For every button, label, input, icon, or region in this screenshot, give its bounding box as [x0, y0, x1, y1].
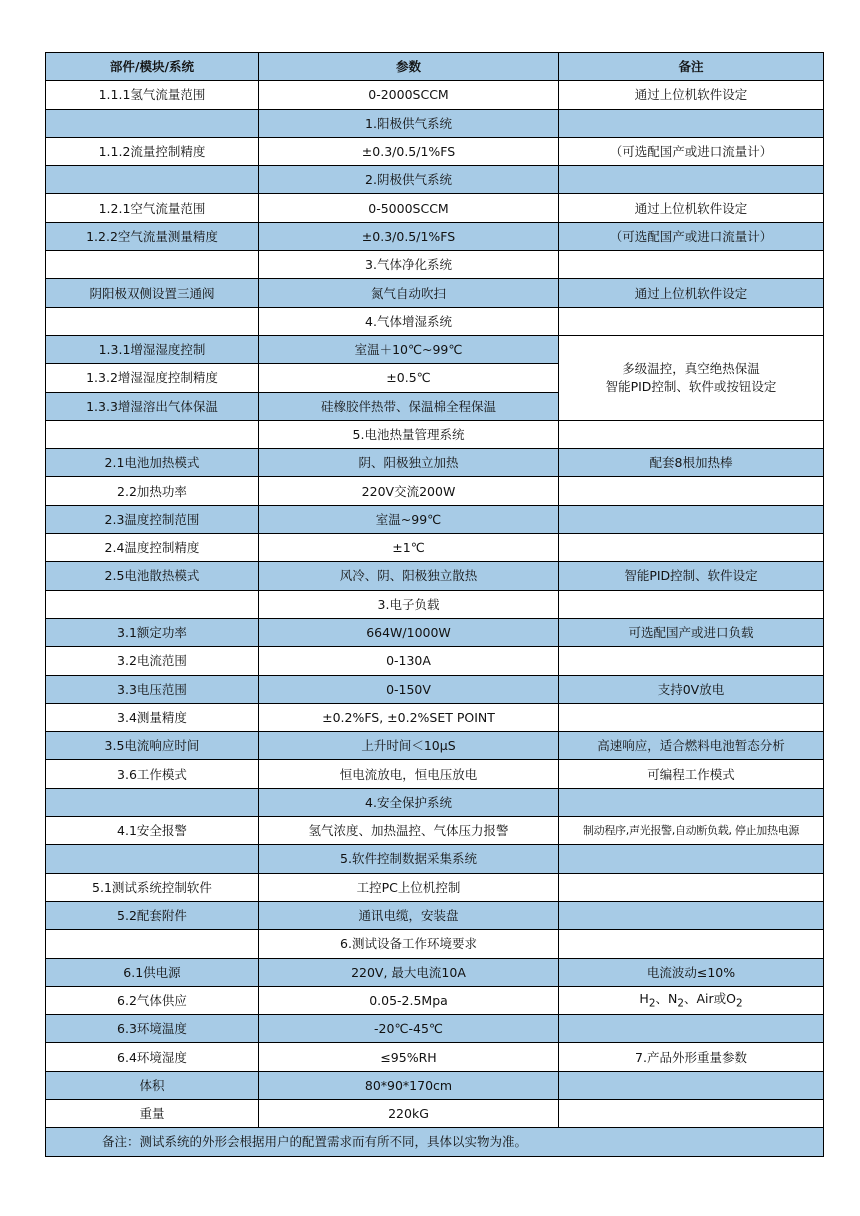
section-row	[46, 166, 824, 194]
row-component	[46, 930, 259, 958]
table-row	[46, 732, 824, 760]
row-parameter: 220V, 最大电流10A	[259, 958, 559, 986]
row-remark: 制动程序,声光报警,自动断负载, 停止加热电源	[559, 817, 824, 845]
row-component	[46, 109, 259, 137]
row-parameter: ±1℃	[259, 534, 559, 562]
table-row	[46, 618, 824, 646]
row-parameter: 风冷、阴、阳极独立散热	[259, 562, 559, 590]
row-parameter: 664W/1000W	[259, 618, 559, 646]
section-title: 3.气体净化系统	[259, 251, 559, 279]
row-remark	[559, 590, 824, 618]
row-component: 1.2.1空气流量范围	[46, 194, 259, 222]
row-remark	[559, 1015, 824, 1043]
row-parameter: 0-5000SCCM	[259, 194, 559, 222]
table-row	[46, 901, 824, 929]
table-row	[46, 505, 824, 533]
row-component: 2.2加热功率	[46, 477, 259, 505]
remark-line: 多级温控，真空绝热保温	[622, 360, 760, 376]
row-component: 6.4环境湿度	[46, 1043, 259, 1071]
table-row	[46, 817, 824, 845]
row-remark: 电流波动≤10%	[559, 958, 824, 986]
section-row	[46, 420, 824, 448]
section-title: 5.电池热量管理系统	[259, 420, 559, 448]
row-parameter: 220V交流200W	[259, 477, 559, 505]
row-parameter: -20℃-45℃	[259, 1015, 559, 1043]
section-title: 3.电子负载	[259, 590, 559, 618]
table-row	[46, 222, 824, 250]
row-remark	[559, 307, 824, 335]
row-component: 3.2电流范围	[46, 647, 259, 675]
row-remark	[559, 109, 824, 137]
row-component: 3.6工作模式	[46, 760, 259, 788]
row-component: 6.1供电源	[46, 958, 259, 986]
section-title: 7.产品外形重量参数	[559, 1043, 824, 1071]
table-row	[46, 137, 824, 165]
table-row	[46, 534, 824, 562]
row-parameter: 硅橡胶伴热带、保温棉全程保温	[259, 392, 559, 420]
remark-text: H	[639, 990, 649, 1006]
row-parameter: 室温＋10℃~99℃	[259, 335, 559, 363]
row-remark: 高速响应，适合燃料电池暂态分析	[559, 732, 824, 760]
table-row	[46, 647, 824, 675]
row-component: 体积	[46, 1071, 259, 1099]
section-title: 4.安全保护系统	[259, 788, 559, 816]
row-component: 2.4温度控制精度	[46, 534, 259, 562]
gas-supply-remark	[559, 986, 824, 1014]
row-parameter: 0-150V	[259, 675, 559, 703]
row-remark	[559, 420, 824, 448]
row-parameter: ±0.3/0.5/1%FS	[259, 222, 559, 250]
table-row	[46, 873, 824, 901]
row-component: 重量	[46, 1099, 259, 1127]
row-component: 4.1安全报警	[46, 817, 259, 845]
row-component: 2.3温度控制范围	[46, 505, 259, 533]
table-row	[46, 958, 824, 986]
row-remark	[559, 534, 824, 562]
row-component	[46, 420, 259, 448]
row-remark: 通过上位机软件设定	[559, 279, 824, 307]
row-remark	[559, 505, 824, 533]
row-component	[46, 845, 259, 873]
row-parameter: ±0.5℃	[259, 364, 559, 392]
table-row	[46, 194, 824, 222]
table-row	[46, 675, 824, 703]
section-title: 6.测试设备工作环境要求	[259, 930, 559, 958]
row-parameter: 氮气自动吹扫	[259, 279, 559, 307]
row-component: 3.1额定功率	[46, 618, 259, 646]
row-component: 1.3.1增湿湿度控制	[46, 335, 259, 363]
row-remark: 通过上位机软件设定	[559, 194, 824, 222]
table-row	[46, 1071, 824, 1099]
section-row	[46, 590, 824, 618]
remark-text: 、Air或O	[683, 990, 736, 1006]
row-component	[46, 788, 259, 816]
row-parameter: 氢气浓度、加热温控、气体压力报警	[259, 817, 559, 845]
subscript: 2	[735, 997, 743, 1010]
footnote-row	[46, 1128, 824, 1156]
row-remark	[559, 930, 824, 958]
row-component: 5.1测试系统控制软件	[46, 873, 259, 901]
row-parameter: 工控PC上位机控制	[259, 873, 559, 901]
row-remark: 可编程工作模式	[559, 760, 824, 788]
footnote: 备注：测试系统的外形会根据用户的配置需求而有所不同，具体以实物为准。	[46, 1128, 824, 1156]
subscript: 2	[677, 997, 684, 1010]
section-row	[46, 845, 824, 873]
row-remark	[559, 166, 824, 194]
table-row	[46, 760, 824, 788]
row-parameter: 80*90*170cm	[259, 1071, 559, 1099]
section-row	[46, 788, 824, 816]
table-row	[46, 1015, 824, 1043]
section-row	[46, 109, 824, 137]
row-parameter: 0-130A	[259, 647, 559, 675]
row-component: 5.2配套附件	[46, 901, 259, 929]
table-row	[46, 81, 824, 109]
table-row	[46, 477, 824, 505]
row-component: 3.5电流响应时间	[46, 732, 259, 760]
row-remark	[559, 901, 824, 929]
spec-table	[45, 52, 824, 1157]
row-parameter: 阴、阳极独立加热	[259, 449, 559, 477]
row-remark: 配套8根加热棒	[559, 449, 824, 477]
row-component	[46, 166, 259, 194]
row-component	[46, 251, 259, 279]
header-remark: 备注	[559, 53, 824, 81]
row-component	[46, 307, 259, 335]
row-parameter: 恒电流放电，恒电压放电	[259, 760, 559, 788]
row-component	[46, 590, 259, 618]
remark-line: 智能PID控制、软件或按钮设定	[605, 378, 777, 394]
row-remark	[559, 703, 824, 731]
row-parameter: 上升时间＜10μS	[259, 732, 559, 760]
table-row	[46, 562, 824, 590]
row-component: 1.3.2增湿湿度控制精度	[46, 364, 259, 392]
row-component: 阴阳极双侧设置三通阀	[46, 279, 259, 307]
row-component: 6.2气体供应	[46, 986, 259, 1014]
row-remark	[559, 251, 824, 279]
row-parameter: 室温~99℃	[259, 505, 559, 533]
row-remark: （可选配国产或进口流量计）	[559, 137, 824, 165]
row-remark	[559, 788, 824, 816]
section-row	[46, 930, 824, 958]
section-title: 4.气体增湿系统	[259, 307, 559, 335]
row-remark	[559, 477, 824, 505]
row-remark: 可选配国产或进口负载	[559, 618, 824, 646]
row-remark: （可选配国产或进口流量计）	[559, 222, 824, 250]
row-component: 1.3.3增湿溶出气体保温	[46, 392, 259, 420]
table-header-row	[46, 53, 824, 81]
table-row	[46, 1043, 824, 1071]
table-row	[46, 279, 824, 307]
section-title: 5.软件控制数据采集系统	[259, 845, 559, 873]
row-parameter: 0.05-2.5Mpa	[259, 986, 559, 1014]
row-remark	[559, 647, 824, 675]
table-row	[46, 703, 824, 731]
row-parameter: 0-2000SCCM	[259, 81, 559, 109]
section-row	[46, 251, 824, 279]
row-component: 1.1.2流量控制精度	[46, 137, 259, 165]
row-component: 2.1电池加热模式	[46, 449, 259, 477]
row-component: 3.3电压范围	[46, 675, 259, 703]
row-parameter: 220kG	[259, 1099, 559, 1127]
row-remark: 支持0V放电	[559, 675, 824, 703]
section-title: 2.阴极供气系统	[259, 166, 559, 194]
header-parameter: 参数	[259, 53, 559, 81]
row-component: 3.4测量精度	[46, 703, 259, 731]
table-row	[46, 335, 824, 363]
row-component: 6.3环境温度	[46, 1015, 259, 1043]
row-remark	[559, 873, 824, 901]
row-parameter: ±0.2%FS, ±0.2%SET POINT	[259, 703, 559, 731]
row-component: 2.5电池散热模式	[46, 562, 259, 590]
row-remark: 智能PID控制、软件设定	[559, 562, 824, 590]
header-component: 部件/模块/系统	[46, 53, 259, 81]
row-remark	[559, 1099, 824, 1127]
row-remark: 通过上位机软件设定	[559, 81, 824, 109]
row-parameter: ≤95%RH	[259, 1043, 559, 1071]
table-row	[46, 449, 824, 477]
remark-text: 、N	[655, 990, 678, 1006]
row-parameter: ±0.3/0.5/1%FS	[259, 137, 559, 165]
subscript: 2	[648, 997, 656, 1010]
row-parameter: 通讯电缆，安装盘	[259, 901, 559, 929]
row-component: 1.2.2空气流量测量精度	[46, 222, 259, 250]
section-title: 1.阳极供气系统	[259, 109, 559, 137]
humidifier-remark	[559, 335, 824, 420]
table-row	[46, 986, 824, 1014]
row-component: 1.1.1氢气流量范围	[46, 81, 259, 109]
table-row	[46, 1099, 824, 1127]
row-remark	[559, 1071, 824, 1099]
section-row	[46, 307, 824, 335]
row-remark	[559, 845, 824, 873]
